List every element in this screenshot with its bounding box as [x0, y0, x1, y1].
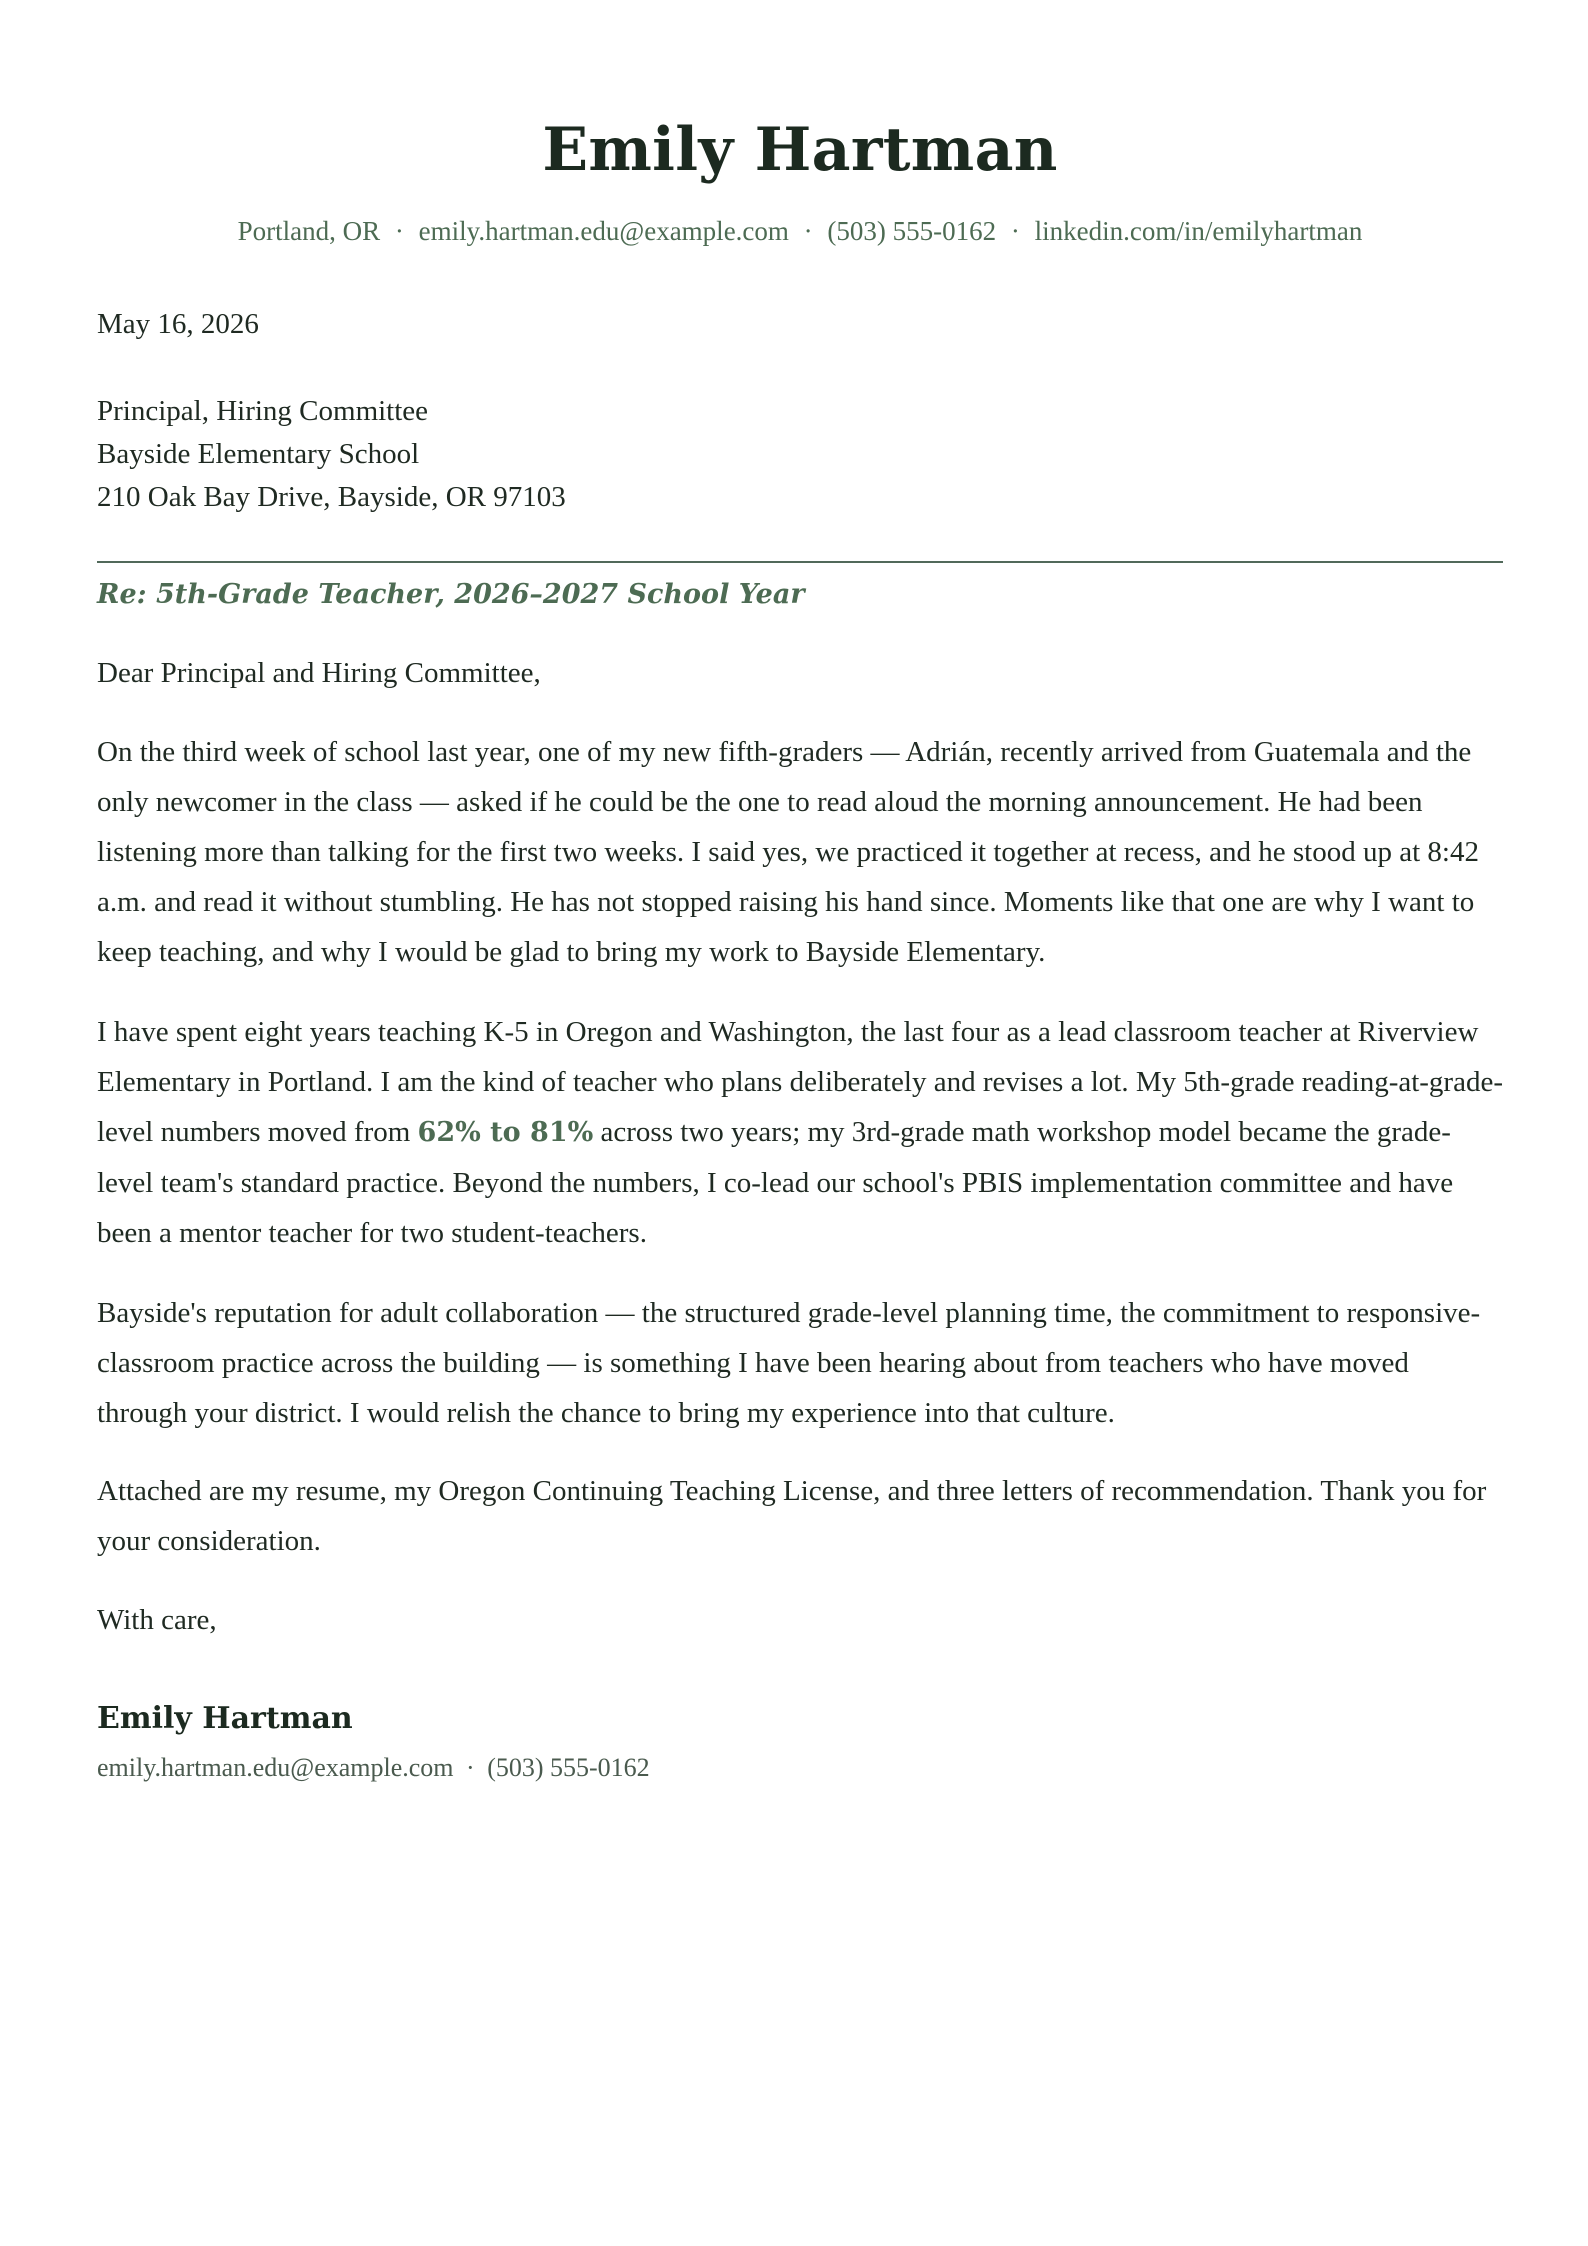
- body-paragraph-3: Bayside's reputation for adult collaboration — the structured grade-level planning time, the commitment to responsive-classroom practice across the building — is something I have been hearing about from teachers who have moved through your district. I would relish the chance to bring my experience into that culture.: [97, 1297, 1481, 1429]
- separator: ·: [394, 216, 404, 246]
- cover-letter-page: [97, 0, 1503, 1784]
- contact-line: [97, 214, 1503, 248]
- contact-location: Portland, OR: [237, 216, 381, 246]
- contact-email[interactable]: emily.hartman.edu@example.com: [418, 216, 789, 246]
- reading-growth-highlight: 62% to 81%: [417, 1117, 594, 1148]
- letter-date: May 16, 2026: [97, 308, 259, 340]
- body-paragraph-2: [97, 1007, 1503, 1258]
- recipient-address: 210 Oak Bay Drive, Bayside, OR 97103: [97, 481, 566, 513]
- separator: ·: [466, 1753, 475, 1782]
- signature-phone[interactable]: (503) 555-0162: [487, 1753, 650, 1782]
- subject-line: Re: 5th-Grade Teacher, 2026–2027 School Year: [97, 579, 805, 610]
- body-paragraph-1: On the third week of school last year, one of my new fifth-graders — Adrián, recently arrived from Guatemala and the only newcomer in the class — asked if he could be the one to read aloud the morning announcement. He had been listening more than talking for the first two weeks. I said yes, we practiced it together at recess, and he stood up at 8:42 a.m. and read it without stumbling. He has not stopped raising his hand since. Moments like that one are why I want to keep teaching, and why I would be glad to bring my work to Bayside Elementary.: [97, 736, 1479, 968]
- recipient-school: Bayside Elementary School: [97, 438, 420, 470]
- applicant-name: Emily Hartman: [542, 115, 1058, 185]
- body-paragraph-4: Attached are my resume, my Oregon Continuing Teaching License, and three letters of recommendation. Thank you for your consideration.: [97, 1475, 1487, 1557]
- closing: With care,: [97, 1604, 217, 1636]
- recipient-block: [97, 390, 1503, 519]
- signature-contact: [97, 1752, 1503, 1784]
- separator: ·: [1010, 216, 1020, 246]
- signature-email[interactable]: emily.hartman.edu@example.com: [97, 1753, 454, 1782]
- contact-phone[interactable]: (503) 555-0162: [827, 216, 997, 246]
- signature-name: Emily Hartman: [97, 1701, 353, 1736]
- salutation: Dear Principal and Hiring Committee,: [97, 657, 541, 689]
- paragraph-text: I have spent eight years teaching K-5 in Oregon and Washington, the last four as a lead classroom teacher at Riverview Elementary in Portland. I am the kind of teacher who plans deliberately and revises a lot. My 5th-grade reading-at-grade-level numbers moved from: [97, 1016, 1503, 1148]
- contact-linkedin[interactable]: linkedin.com/in/emilyhartman: [1034, 216, 1363, 246]
- paragraph-text: across two years; my 3rd-grade math workshop model became the grade-level team's standard practice. Beyond the numbers, I co-lead our school's PBIS implementation committee and have been a mentor teacher for two student-teachers.: [97, 1116, 1454, 1249]
- separator: ·: [803, 216, 813, 246]
- divider: [97, 561, 1503, 563]
- letter-header: [97, 0, 1503, 248]
- recipient-title: Principal, Hiring Committee: [97, 395, 429, 427]
